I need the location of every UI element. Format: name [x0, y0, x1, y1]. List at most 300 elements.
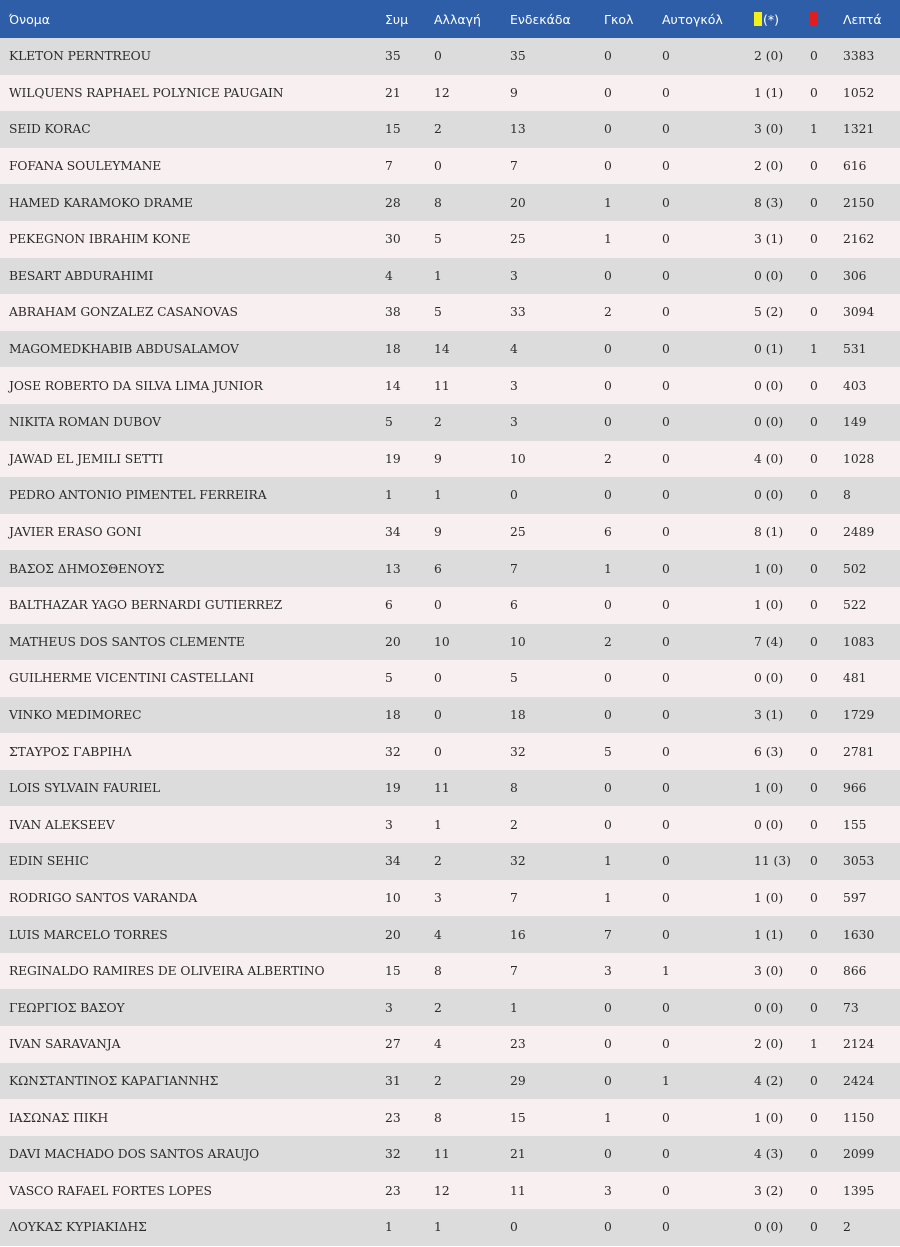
column-header-red-cards[interactable]	[810, 0, 843, 38]
substitutions-cell: 0	[434, 598, 442, 613]
player-name-cell[interactable]: HAMED KARAMOKO DRAME	[9, 195, 193, 210]
yellow-cards-cell: 4 (0)	[754, 451, 784, 466]
table-header-row	[0, 0, 900, 38]
table-row	[0, 148, 900, 185]
starts-cell: 9	[510, 85, 518, 100]
own-goals-cell: 0	[662, 342, 670, 357]
table-row	[0, 367, 900, 404]
minutes-cell: 481	[843, 671, 867, 686]
goals-cell: 0	[604, 598, 612, 613]
column-header-name[interactable]: Όνομα	[9, 11, 50, 27]
substitutions-cell: 6	[434, 561, 442, 576]
appearances-cell: 19	[385, 451, 401, 466]
starts-cell: 11	[510, 1183, 526, 1198]
starts-cell: 4	[510, 342, 518, 357]
table-row	[0, 1209, 900, 1246]
own-goals-cell: 0	[662, 85, 670, 100]
own-goals-cell: 0	[662, 415, 670, 430]
red-cards-cell: 0	[810, 854, 818, 869]
appearances-cell: 5	[385, 671, 393, 686]
own-goals-cell: 0	[662, 268, 670, 283]
goals-cell: 0	[604, 817, 612, 832]
red-cards-cell: 0	[810, 488, 818, 503]
appearances-cell: 32	[385, 744, 401, 759]
own-goals-cell: 0	[662, 927, 670, 942]
red-cards-cell: 0	[810, 781, 818, 796]
goals-cell: 0	[604, 268, 612, 283]
goals-cell: 0	[604, 671, 612, 686]
minutes-cell: 3383	[843, 49, 875, 64]
goals-cell: 0	[604, 122, 612, 137]
appearances-cell: 13	[385, 561, 401, 576]
starts-cell: 3	[510, 268, 518, 283]
substitutions-cell: 2	[434, 122, 442, 137]
yellow-cards-cell: 0 (0)	[754, 1000, 784, 1015]
minutes-cell: 403	[843, 378, 867, 393]
red-cards-cell: 0	[810, 1073, 818, 1088]
player-name-cell[interactable]: PEDRO ANTONIO PIMENTEL FERREIRA	[9, 488, 267, 503]
red-cards-cell: 0	[810, 1110, 818, 1125]
table-row	[0, 75, 900, 112]
column-header-apps[interactable]: Συμ	[385, 11, 409, 27]
table-row	[0, 806, 900, 843]
player-name-cell[interactable]: JAWAD EL JEMILI SETTI	[9, 451, 164, 466]
substitutions-cell: 2	[434, 1073, 442, 1088]
goals-cell: 2	[604, 634, 612, 649]
red-cards-cell: 0	[810, 1147, 818, 1162]
column-header-starts[interactable]: Ενδεκάδα	[510, 11, 571, 27]
table-row	[0, 550, 900, 587]
starts-cell: 6	[510, 598, 518, 613]
table-row	[0, 880, 900, 917]
starts-cell: 8	[510, 781, 518, 796]
goals-cell: 0	[604, 707, 612, 722]
starts-cell: 10	[510, 634, 526, 649]
starts-cell: 33	[510, 305, 526, 320]
yellow-cards-cell: 1 (0)	[754, 1110, 784, 1125]
yellow-cards-cell: 4 (2)	[754, 1073, 784, 1088]
table-row	[0, 624, 900, 661]
starts-cell: 0	[510, 1220, 518, 1235]
player-name-cell[interactable]: LOIS SYLVAIN FAURIEL	[9, 781, 161, 796]
red-cards-cell: 1	[810, 122, 818, 137]
player-name-cell[interactable]: IVAN SARAVANJA	[9, 1037, 121, 1052]
own-goals-cell: 0	[662, 744, 670, 759]
yellow-cards-cell: 1 (0)	[754, 890, 784, 905]
goals-cell: 3	[604, 964, 612, 979]
starts-cell: 13	[510, 122, 526, 137]
minutes-cell: 531	[843, 342, 867, 357]
minutes-cell: 2489	[843, 525, 875, 540]
player-name-cell[interactable]: ΒΑΣΟΣ ΔΗΜΟΣΘΕΝΟΥΣ	[9, 561, 165, 576]
appearances-cell: 19	[385, 781, 401, 796]
appearances-cell: 28	[385, 195, 401, 210]
goals-cell: 1	[604, 232, 612, 247]
player-name-cell[interactable]: ΣΤΑΥΡΟΣ ΓΑΒΡΙΗΛ	[9, 744, 132, 759]
substitutions-cell: 11	[434, 781, 450, 796]
red-cards-cell: 0	[810, 451, 818, 466]
player-name-cell[interactable]: EDIN SEHIC	[9, 854, 89, 869]
own-goals-cell: 0	[662, 122, 670, 137]
appearances-cell: 32	[385, 1147, 401, 1162]
table-row	[0, 1026, 900, 1063]
goals-cell: 1	[604, 854, 612, 869]
substitutions-cell: 12	[434, 85, 450, 100]
minutes-cell: 8	[843, 488, 851, 503]
column-header-goals[interactable]: Γκολ	[604, 11, 634, 27]
table-row	[0, 38, 900, 75]
starts-cell: 0	[510, 488, 518, 503]
substitutions-cell: 2	[434, 1000, 442, 1015]
red-cards-cell: 0	[810, 305, 818, 320]
goals-cell: 6	[604, 525, 612, 540]
red-cards-cell: 0	[810, 634, 818, 649]
substitutions-cell: 0	[434, 744, 442, 759]
yellow-cards-cell: 0 (0)	[754, 378, 784, 393]
appearances-cell: 20	[385, 634, 401, 649]
goals-cell: 0	[604, 159, 612, 174]
table-row	[0, 1099, 900, 1136]
substitutions-cell: 10	[434, 634, 450, 649]
appearances-cell: 21	[385, 85, 401, 100]
player-name-cell[interactable]: REGINALDO RAMIRES DE OLIVEIRA ALBERTINO	[9, 964, 325, 979]
starts-cell: 32	[510, 854, 526, 869]
substitutions-cell: 5	[434, 232, 442, 247]
yellow-cards-cell: 3 (0)	[754, 122, 784, 137]
own-goals-cell: 0	[662, 781, 670, 796]
minutes-cell: 597	[843, 890, 867, 905]
minutes-cell: 2162	[843, 232, 875, 247]
appearances-cell: 14	[385, 378, 401, 393]
player-name-cell[interactable]: VINKO MEDIMOREC	[9, 707, 142, 722]
own-goals-cell: 0	[662, 488, 670, 503]
yellow-cards-cell: 1 (1)	[754, 85, 784, 100]
own-goals-cell: 0	[662, 1037, 670, 1052]
starts-cell: 10	[510, 451, 526, 466]
red-cards-cell: 0	[810, 268, 818, 283]
starts-cell: 35	[510, 49, 526, 64]
player-name-cell[interactable]: BALTHAZAR YAGO BERNARDI GUTIERREZ	[9, 598, 283, 613]
yellow-cards-cell: 1 (0)	[754, 781, 784, 796]
own-goals-cell: 0	[662, 232, 670, 247]
appearances-cell: 5	[385, 415, 393, 430]
red-cards-cell: 0	[810, 232, 818, 247]
table-row	[0, 221, 900, 258]
table-row	[0, 697, 900, 734]
player-name-cell[interactable]: FOFANA SOULEYMANE	[9, 159, 162, 174]
player-name-cell[interactable]: ΚΩΝΣΤΑΝΤΙΝΟΣ ΚΑΡΑΓΙΑΝΝΗΣ	[9, 1073, 219, 1088]
yellow-cards-cell: 3 (2)	[754, 1183, 784, 1198]
red-cards-cell: 0	[810, 707, 818, 722]
starts-cell: 7	[510, 159, 518, 174]
player-name-cell[interactable]: DAVI MACHADO DOS SANTOS ARAUJO	[9, 1147, 260, 1162]
red-cards-cell: 0	[810, 561, 818, 576]
yellow-cards-cell: 6 (3)	[754, 744, 784, 759]
goals-cell: 0	[604, 1147, 612, 1162]
player-name-cell[interactable]: GUILHERME VICENTINI CASTELLANI	[9, 671, 254, 686]
yellow-cards-cell: 11 (3)	[754, 854, 791, 869]
player-name-cell[interactable]: PEKEGNON IBRAHIM KONE	[9, 232, 191, 247]
substitutions-cell: 11	[434, 378, 450, 393]
appearances-cell: 34	[385, 525, 401, 540]
substitutions-cell: 0	[434, 49, 442, 64]
yellow-cards-cell: 1 (0)	[754, 561, 784, 576]
starts-cell: 2	[510, 817, 518, 832]
own-goals-cell: 0	[662, 525, 670, 540]
goals-cell: 1	[604, 890, 612, 905]
minutes-cell: 502	[843, 561, 867, 576]
substitutions-cell: 14	[434, 342, 450, 357]
minutes-cell: 2124	[843, 1037, 875, 1052]
own-goals-cell: 0	[662, 1183, 670, 1198]
red-cards-cell: 0	[810, 1000, 818, 1015]
substitutions-cell: 8	[434, 1110, 442, 1125]
starts-cell: 32	[510, 744, 526, 759]
appearances-cell: 10	[385, 890, 401, 905]
goals-cell: 5	[604, 744, 612, 759]
player-name-cell[interactable]: BESART ABDURAHIMI	[9, 268, 154, 283]
table-row	[0, 294, 900, 331]
own-goals-cell: 0	[662, 1220, 670, 1235]
goals-cell: 0	[604, 49, 612, 64]
own-goals-cell: 0	[662, 1000, 670, 1015]
table-row	[0, 989, 900, 1026]
minutes-cell: 73	[843, 1000, 859, 1015]
minutes-cell: 522	[843, 598, 867, 613]
appearances-cell: 6	[385, 598, 393, 613]
starts-cell: 25	[510, 232, 526, 247]
player-name-cell[interactable]: MATHEUS DOS SANTOS CLEMENTE	[9, 634, 245, 649]
own-goals-cell: 1	[662, 1073, 670, 1088]
goals-cell: 2	[604, 451, 612, 466]
own-goals-cell: 0	[662, 195, 670, 210]
minutes-cell: 2	[843, 1220, 851, 1235]
goals-cell: 3	[604, 1183, 612, 1198]
substitutions-cell: 0	[434, 159, 442, 174]
own-goals-cell: 0	[662, 1110, 670, 1125]
own-goals-cell: 0	[662, 854, 670, 869]
yellow-cards-cell: 3 (1)	[754, 707, 784, 722]
substitutions-cell: 2	[434, 415, 442, 430]
own-goals-cell: 0	[662, 671, 670, 686]
table-row	[0, 404, 900, 441]
own-goals-cell: 0	[662, 378, 670, 393]
minutes-cell: 1150	[843, 1110, 875, 1125]
minutes-cell: 3094	[843, 305, 875, 320]
red-cards-cell: 0	[810, 1183, 818, 1198]
player-name-cell[interactable]: RODRIGO SANTOS VARANDA	[9, 890, 198, 905]
yellow-cards-cell: 3 (1)	[754, 232, 784, 247]
own-goals-cell: 0	[662, 1147, 670, 1162]
red-cards-cell: 0	[810, 378, 818, 393]
player-name-cell[interactable]: ΓΕΩΡΓΙΟΣ ΒΑΣΟΥ	[9, 1000, 125, 1015]
appearances-cell: 7	[385, 159, 393, 174]
player-name-cell[interactable]: WILQUENS RAPHAEL POLYNICE PAUGAIN	[9, 85, 284, 100]
table-row	[0, 953, 900, 990]
own-goals-cell: 0	[662, 890, 670, 905]
table-row	[0, 660, 900, 697]
red-cards-cell: 0	[810, 415, 818, 430]
player-name-cell[interactable]: JAVIER ERASO GONI	[9, 525, 142, 540]
player-name-cell[interactable]: NIKITA ROMAN DUBOV	[9, 415, 161, 430]
appearances-cell: 15	[385, 964, 401, 979]
goals-cell: 0	[604, 378, 612, 393]
player-name-cell[interactable]: IVAN ALEKSEEV	[9, 817, 115, 832]
goals-cell: 0	[604, 1000, 612, 1015]
appearances-cell: 30	[385, 232, 401, 247]
table-row	[0, 514, 900, 551]
appearances-cell: 35	[385, 49, 401, 64]
red-cards-cell: 0	[810, 744, 818, 759]
yellow-cards-cell: 0 (0)	[754, 817, 784, 832]
own-goals-cell: 0	[662, 49, 670, 64]
substitutions-cell: 1	[434, 1220, 442, 1235]
starts-cell: 7	[510, 890, 518, 905]
minutes-cell: 1321	[843, 122, 875, 137]
starts-cell: 7	[510, 561, 518, 576]
red-cards-cell: 0	[810, 49, 818, 64]
yellow-cards-cell: 3 (0)	[754, 964, 784, 979]
starts-cell: 3	[510, 415, 518, 430]
minutes-cell: 1083	[843, 634, 875, 649]
own-goals-cell: 0	[662, 598, 670, 613]
appearances-cell: 1	[385, 1220, 393, 1235]
column-header-yellow-cards[interactable]	[754, 0, 810, 38]
yellow-cards-cell: 0 (0)	[754, 268, 784, 283]
yellow-cards-cell: 4 (3)	[754, 1147, 784, 1162]
substitutions-cell: 8	[434, 195, 442, 210]
column-header-minutes[interactable]: Λεπτά	[843, 11, 882, 27]
goals-cell: 7	[604, 927, 612, 942]
yellow-cards-cell: 2 (0)	[754, 159, 784, 174]
table-row	[0, 441, 900, 478]
minutes-cell: 3053	[843, 854, 875, 869]
yellow-cards-cell: 0 (0)	[754, 671, 784, 686]
red-cards-cell: 0	[810, 525, 818, 540]
substitutions-cell: 5	[434, 305, 442, 320]
red-cards-cell: 0	[810, 598, 818, 613]
player-name-cell[interactable]: KLETON PERNTREOU	[9, 49, 151, 64]
yellow-cards-cell: 0 (0)	[754, 415, 784, 430]
starts-cell: 20	[510, 195, 526, 210]
goals-cell: 0	[604, 1073, 612, 1088]
table-row	[0, 111, 900, 148]
appearances-cell: 18	[385, 707, 401, 722]
minutes-cell: 616	[843, 159, 867, 174]
player-name-cell[interactable]: ΛΟΥΚΑΣ ΚΥΡΙΑΚΙΔΗΣ	[9, 1220, 147, 1235]
player-name-cell[interactable]: SEID KORAC	[9, 122, 91, 137]
starts-cell: 25	[510, 525, 526, 540]
appearances-cell: 38	[385, 305, 401, 320]
substitutions-cell: 0	[434, 671, 442, 686]
red-cards-cell: 0	[810, 817, 818, 832]
player-name-cell[interactable]: ΙΑΣΩΝΑΣ ΠΙΚΗ	[9, 1110, 109, 1125]
red-cards-cell: 0	[810, 1220, 818, 1235]
yellow-cards-cell: 0 (0)	[754, 488, 784, 503]
goals-cell: 0	[604, 85, 612, 100]
player-name-cell[interactable]: MAGOMEDKHABIB ABDUSALAMOV	[9, 342, 239, 357]
minutes-cell: 1395	[843, 1183, 875, 1198]
starts-cell: 21	[510, 1147, 526, 1162]
yellow-cards-cell: 1 (1)	[754, 927, 784, 942]
starts-cell: 3	[510, 378, 518, 393]
goals-cell: 0	[604, 1220, 612, 1235]
substitutions-cell: 4	[434, 1037, 442, 1052]
column-header-own-goals[interactable]: Αυτογκόλ	[662, 11, 723, 27]
substitutions-cell: 1	[434, 488, 442, 503]
column-header-sub[interactable]: Αλλαγή	[434, 11, 481, 27]
minutes-cell: 2099	[843, 1147, 875, 1162]
red-cards-cell: 0	[810, 927, 818, 942]
starts-cell: 1	[510, 1000, 518, 1015]
yellow-cards-cell: 2 (0)	[754, 49, 784, 64]
substitutions-cell: 12	[434, 1183, 450, 1198]
minutes-cell: 1729	[843, 707, 875, 722]
red-cards-cell: 0	[810, 964, 818, 979]
appearances-cell: 3	[385, 817, 393, 832]
minutes-cell: 1630	[843, 927, 875, 942]
appearances-cell: 31	[385, 1073, 401, 1088]
starts-cell: 5	[510, 671, 518, 686]
yellow-cards-cell: 8 (3)	[754, 195, 784, 210]
starts-cell: 16	[510, 927, 526, 942]
own-goals-cell: 0	[662, 707, 670, 722]
goals-cell: 1	[604, 195, 612, 210]
starts-cell: 15	[510, 1110, 526, 1125]
minutes-cell: 966	[843, 781, 867, 796]
goals-cell: 2	[604, 305, 612, 320]
minutes-cell: 2424	[843, 1073, 875, 1088]
appearances-cell: 23	[385, 1110, 401, 1125]
minutes-cell: 149	[843, 415, 867, 430]
yellow-cards-cell: 7 (4)	[754, 634, 784, 649]
minutes-cell: 155	[843, 817, 867, 832]
appearances-cell: 23	[385, 1183, 401, 1198]
red-card-icon	[810, 12, 818, 26]
appearances-cell: 1	[385, 488, 393, 503]
substitutions-cell: 11	[434, 1147, 450, 1162]
goals-cell: 0	[604, 488, 612, 503]
table-row	[0, 843, 900, 880]
yellow-cards-cell: 0 (1)	[754, 342, 784, 357]
starts-cell: 18	[510, 707, 526, 722]
goals-cell: 0	[604, 781, 612, 796]
appearances-cell: 15	[385, 122, 401, 137]
substitutions-cell: 2	[434, 854, 442, 869]
player-name-cell[interactable]: LUIS MARCELO TORRES	[9, 927, 168, 942]
own-goals-cell: 0	[662, 305, 670, 320]
starts-cell: 23	[510, 1037, 526, 1052]
goals-cell: 0	[604, 342, 612, 357]
appearances-cell: 18	[385, 342, 401, 357]
red-cards-cell: 1	[810, 1037, 818, 1052]
table-body	[0, 38, 900, 1246]
red-cards-cell: 0	[810, 159, 818, 174]
yellow-cards-cell: 5 (2)	[754, 305, 784, 320]
appearances-cell: 20	[385, 927, 401, 942]
minutes-cell: 1052	[843, 85, 875, 100]
table-row	[0, 331, 900, 368]
yellow-header-label: (*)	[763, 11, 780, 27]
player-name-cell[interactable]: ABRAHAM GONZALEZ CASANOVAS	[9, 305, 238, 320]
own-goals-cell: 0	[662, 634, 670, 649]
player-name-cell[interactable]: JOSE ROBERTO DA SILVA LIMA JUNIOR	[9, 378, 263, 393]
substitutions-cell: 4	[434, 927, 442, 942]
own-goals-cell: 0	[662, 451, 670, 466]
yellow-cards-cell: 0 (0)	[754, 1220, 784, 1235]
own-goals-cell: 0	[662, 817, 670, 832]
player-name-cell[interactable]: VASCO RAFAEL FORTES LOPES	[9, 1183, 212, 1198]
